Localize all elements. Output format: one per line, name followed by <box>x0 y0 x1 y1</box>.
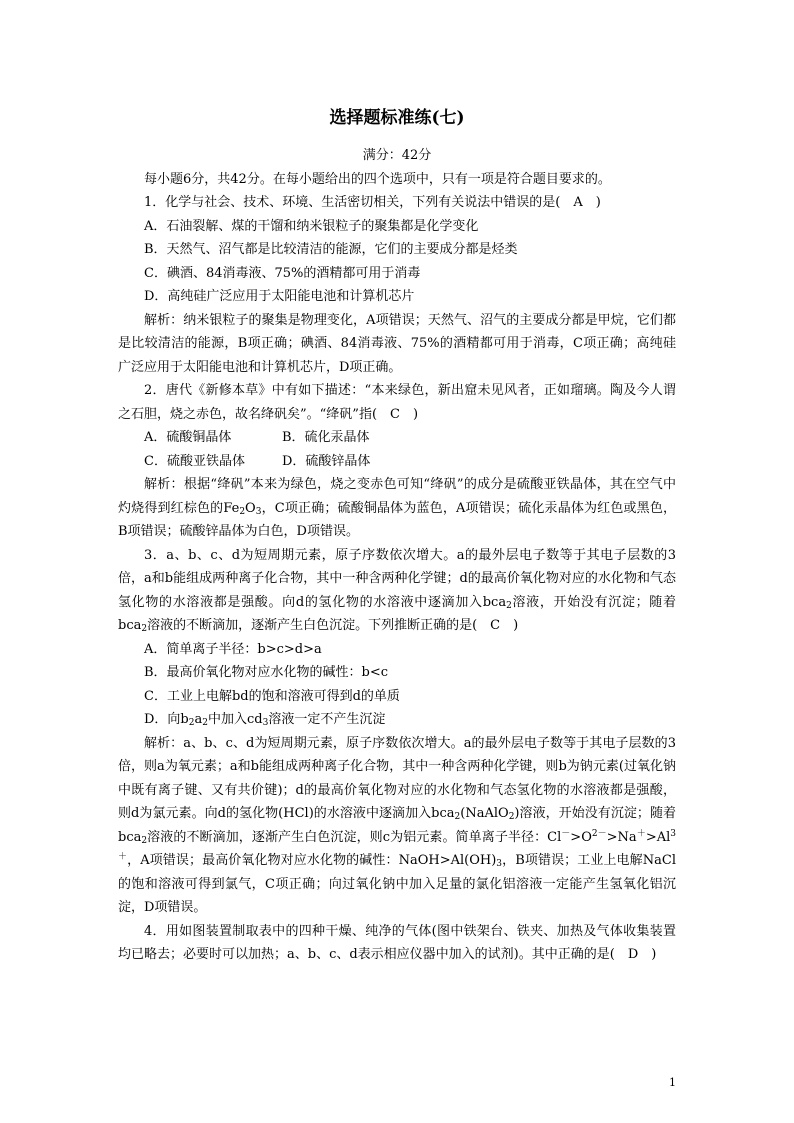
question-2-option-d: D．硫酸锌晶体 <box>282 453 371 469</box>
page-number: 1 <box>669 1076 676 1089</box>
question-2-option-b: B．硫化汞晶体 <box>282 430 370 445</box>
question-2-option-c: C．硫酸亚铁晶体 <box>144 453 245 469</box>
question-3-option-a: A．简单离子半径：b>c>d>a <box>144 641 322 657</box>
full-score: 满分：42分 <box>362 148 432 163</box>
question-2-options-row-2 <box>118 450 676 474</box>
question-1-option-b: B．天然气、沼气都是比较清洁的能源，它们的主要成分都是烃类 <box>144 242 518 257</box>
question-3-analysis: 解析：a、b、c、d为短周期元素，原子序数依次增大。a的最外层电子数等于其电子层数的3倍，则a为氧元素；a和b能组成两种离子化合物，其中一种含两种化学键，则b为钠元素(过氧化钠中既有离子键、又有共价键)；d的最高价氧化物对应的水化物和气态氢化物的水溶液都是强酸，则d为氯元素。向d的氢化物(HCl)的水溶液中逐滴加入bca$_2$(NaAlO$_2$)溶液，开始没有沉淀；随着bca$_2$溶液的不断滴加，逐渐产生白色沉淀，则c为铝元素。简单离子半径：$Cl^->O^{2-}>Na^+>Al^{3+}$，A项错误；最高价氧化物对应水化物的碱性：$NaOH>Al(OH)_3$，B项错误；工业上电解NaCl的饱和溶液可得到氯气，C项正确；向过氧化钠中加入足量的氯化铝溶液一定能产生氢氧化铝沉淀，D项错误。 <box>118 735 676 915</box>
question-1-analysis: 解析：纳米银粒子的聚集是物理变化，A项错误；天然气、沼气的主要成分都是甲烷，它们都是比较清洁的能源，B项正确；碘酒、84消毒液、75%的酒精都可用于消毒，C项正确；高纯硅广泛应用于太阳能电池和计算机芯片，D项正确。 <box>118 312 676 375</box>
question-1-option-c: C．碘酒、84消毒液、75%的酒精都可用于消毒 <box>144 265 421 281</box>
question-2-stem: 2．唐代《新修本草》中有如下描述：“本来绿色，新出窟未见风者，正如瑠璃。陶及今人谓之石胆，烧之赤色，故名绛矾矣”。“绛矾”指( C ) <box>118 383 676 422</box>
question-2-option-a: A．硫酸铜晶体 <box>144 430 232 445</box>
instruction: 每小题6分，共42分。在每小题给出的四个选项中，只有一项是符合题目要求的。 <box>144 171 611 187</box>
document-title: 选择题标准练(七) <box>329 108 465 128</box>
question-1-option-d: D．高纯硅广泛应用于太阳能电池和计算机芯片 <box>144 289 415 304</box>
document-page <box>118 106 676 967</box>
question-1-option-a: A．石油裂解、煤的干馏和纳米银粒子的聚集都是化学变化 <box>144 218 479 234</box>
question-2-options-row-1 <box>118 426 676 450</box>
question-3-stem: 3．a、b、c、d为短周期元素，原子序数依次增大。a的最外层电子数等于其电子层数的3倍，a和b能组成两种离子化合物，其中一种含两种化学键；d的最高价氧化物对应的水化物和气态氢化物的水溶液都是强酸。向d的氢化物的水溶液中逐滴加入bca$_2$溶液，开始没有沉淀；随着bca$_2$溶液的不断滴加，逐渐产生白色沉淀。下列推断正确的是( C ) <box>118 547 676 634</box>
question-2-analysis: 解析：根据“绛矾”本来为绿色，烧之变赤色可知“绛矾”的成分是硫酸亚铁晶体，其在空气中灼烧得到红棕色的$Fe_2O_3$，C项正确；硫酸铜晶体为蓝色，A项错误；硫化汞晶体为红色或黑色，B项错误；硫酸锌晶体为白色，D项错误。 <box>118 477 676 539</box>
question-3-option-c: C．工业上电解bd的饱和溶液可得到d的单质 <box>144 688 400 704</box>
question-3-option-d: D．向$b_2a_2$中加入$cd_3$溶液一定不产生沉淀 <box>144 712 386 728</box>
question-4-stem: 4．用如图装置制取表中的四种干燥、纯净的气体(图中铁架台、铁夹、加热及气体收集装置均已略去；必要时可以加热；a、b、c、d表示相应仪器中加入的试剂)。其中正确的是( D ) <box>118 923 676 962</box>
question-1-stem: 1．化学与社会、技术、环境、生活密切相关，下列有关说法中错误的是( A ) <box>144 195 601 210</box>
question-3-option-b: B．最高价氧化物对应水化物的碱性：b<c <box>144 665 389 680</box>
